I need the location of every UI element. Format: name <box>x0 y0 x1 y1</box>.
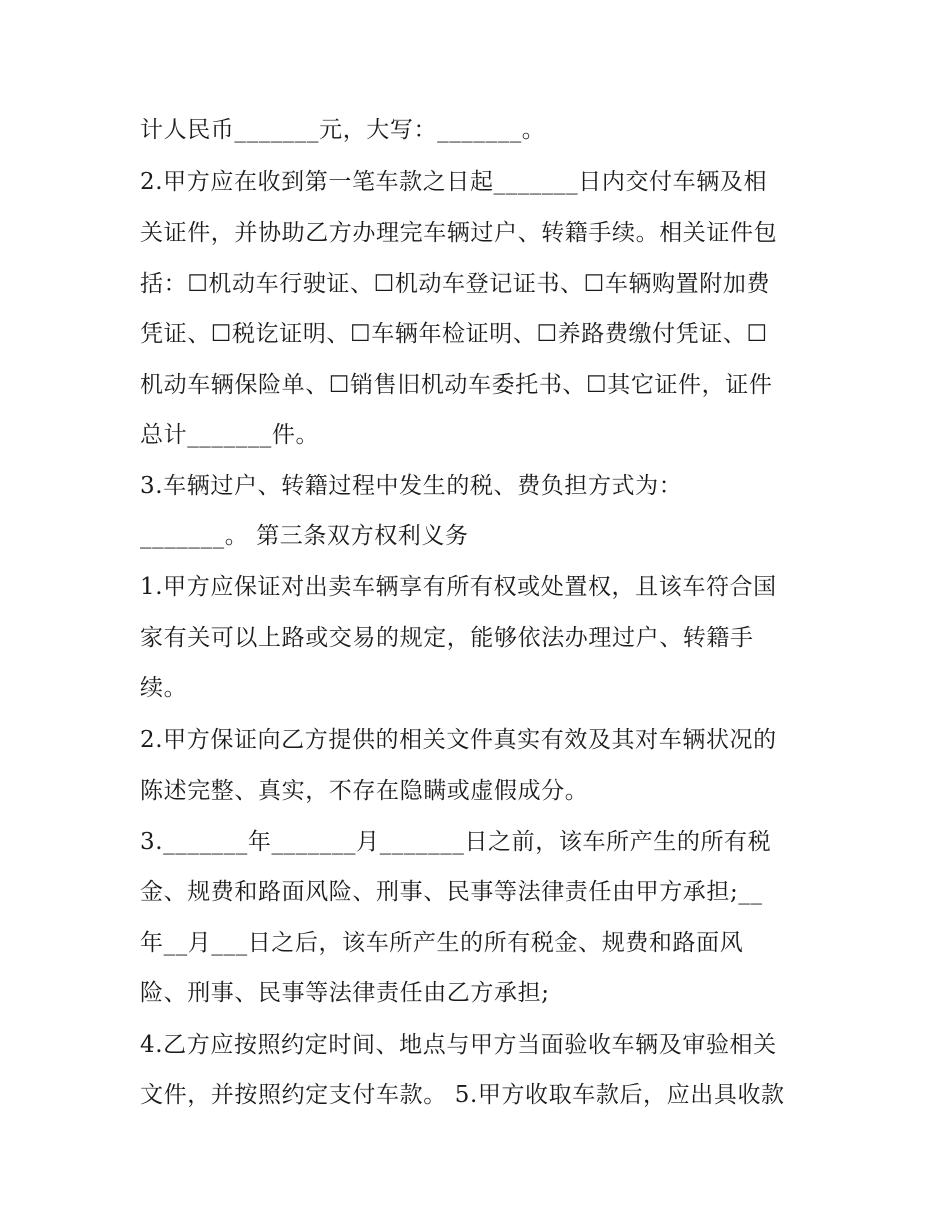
text-line: 3._______年_______月_______日之前，该车所产生的所有税 <box>140 829 772 855</box>
text-line: 家有关可以上路或交易的规定，能够依法办理过户、转籍手 <box>140 625 754 651</box>
text-line: 关证件，并协助乙方办理完车辆过户、转籍手续。相关证件包 <box>140 220 778 246</box>
text-line: 陈述完整、真实，不存在隐瞒或虚假成分。 <box>140 778 589 804</box>
text-line: 机动车辆保险单、☐销售旧机动车委托书、☐其它证件，证件 <box>140 372 773 398</box>
text-line: 续。 <box>140 675 188 701</box>
text-line: 凭证、☐税讫证明、☐车辆年检证明、☐养路费缴付凭证、☐ <box>140 321 768 347</box>
text-line: 文件，并按照约定支付车款。 5.甲方收取车款后，应出具收款 <box>140 1082 785 1108</box>
text-line: 险、刑事、民事等法律责任由乙方承担; <box>140 980 550 1006</box>
text-line: 金、规费和路面风险、刑事、民事等法律责任由甲方承担;__ <box>140 879 763 905</box>
text-line: 2.甲方应在收到第一笔车款之日起_______日内交付车辆及相 <box>140 169 768 195</box>
text-line: 2.甲方保证向乙方提供的相关文件真实有效及其对车辆状况的 <box>140 727 777 753</box>
text-line: 计人民币_______元，大写：_______。 <box>140 117 546 143</box>
text-line: 括：☐机动车行驶证、☐机动车登记证书、☐车辆购置附加费 <box>140 271 771 297</box>
text-line: 4.乙方应按照约定时间、地点与甲方当面验收车辆及审验相关 <box>140 1032 777 1058</box>
text-line: 3.车辆过户、转籍过程中发生的税、费负担方式为： <box>140 473 683 499</box>
text-line: 总计_______件。 <box>140 422 320 448</box>
text-line: 年__月___日之后，该车所产生的所有税金、规费和路面风 <box>140 930 744 956</box>
text-line: _______。 第三条双方权利义务 <box>140 523 469 549</box>
text-line: 1.甲方应保证对出卖车辆享有所有权或处置权，且该车符合国 <box>140 574 777 600</box>
